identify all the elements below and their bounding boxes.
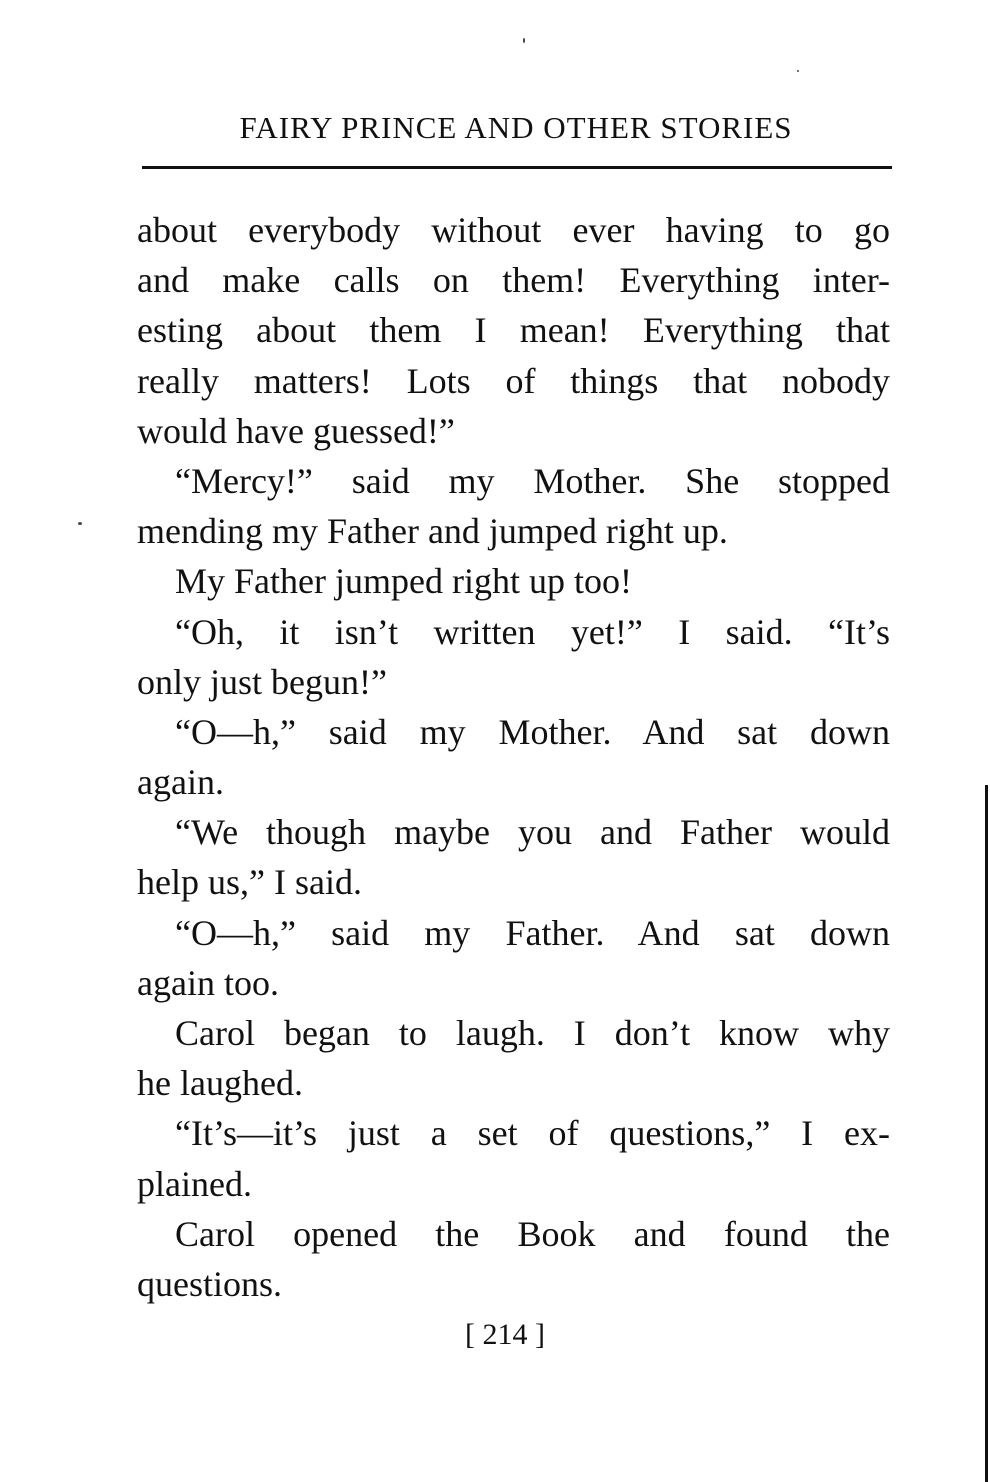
text-line: My Father jumped right up too! [175,561,632,602]
text-line: “It’s—it’s just a set of questions,” I ex- [175,1113,890,1154]
scan-speck [78,522,82,525]
text-line: mending my Father and jumped right up. [137,511,728,552]
text-line: help us,” I said. [137,862,362,903]
text-line: plained. [137,1163,252,1204]
text-line: about everybody without ever having to go [137,210,890,250]
text-line: really matters! Lots of things that nobody [137,360,890,401]
text-line: again. [137,762,224,803]
text-line: only just begun!” [137,661,387,702]
text-line: “Mercy!” said my Mother. She stopped [175,460,890,501]
text-line: esting about them I mean! Everything that [137,310,890,351]
text-line: he laughed. [137,1063,303,1104]
text-line: Carol opened the Book and found the [175,1213,890,1254]
text-line: “O—h,” said my Father. And sat down [175,912,890,953]
text-line: questions. [137,1263,283,1304]
text-line: “Oh, it isn’t written yet!” I said. “It’s [175,611,890,652]
text-line: “O—h,” said my Mother. And sat down [175,711,890,752]
text-line: “We though maybe you and Father would [175,812,890,853]
body-text [137,205,890,1309]
running-head: FAIRY PRINCE AND OTHER STORIES [239,110,793,145]
header-rule [142,166,892,169]
scan-speck [797,70,799,72]
text-line: Carol began to laugh. I don’t know why [175,1013,890,1053]
text-line: would have guessed!” [137,410,455,451]
text-line: and make calls on them! Everything inter- [137,260,890,301]
scan-speck [523,38,525,43]
page-number: [ 214 ] [465,1318,545,1351]
page-edge-rule [985,785,988,1482]
text-line: again too. [137,962,279,1003]
